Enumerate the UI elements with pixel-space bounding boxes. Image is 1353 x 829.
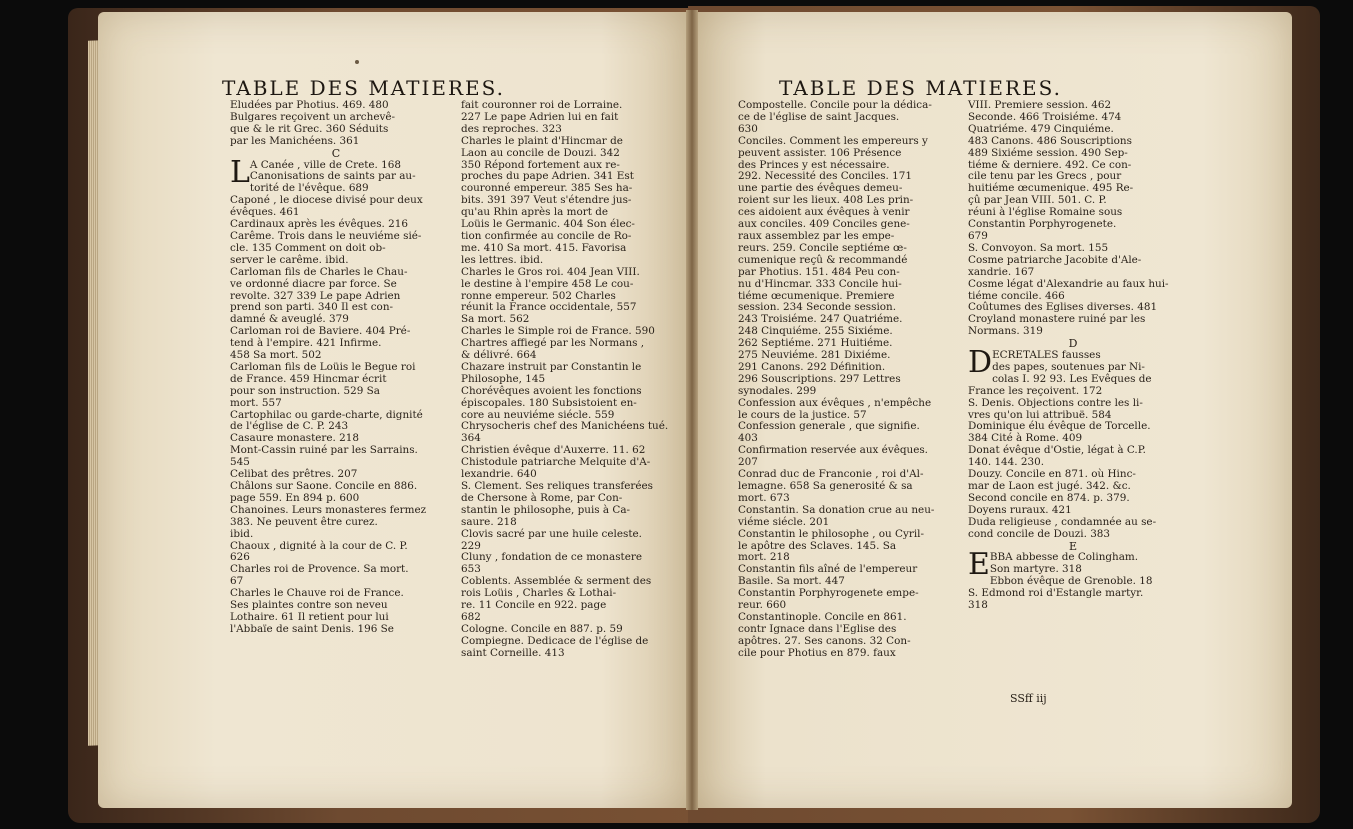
index-line: tiéme & derniere. 492. Ce con- bbox=[968, 158, 1132, 171]
index-line: 67 bbox=[230, 575, 244, 588]
index-line: Cardinaux après les évêques. 216 bbox=[230, 218, 408, 231]
index-line: lexandrie. 640 bbox=[461, 468, 537, 481]
index-line: Casaure monastere. 218 bbox=[230, 432, 359, 445]
drop-cap: L bbox=[230, 154, 250, 190]
index-line: Bulgares reçoivent un archevê- bbox=[230, 110, 395, 123]
index-line: me. 410 Sa mort. 415. Favorisa bbox=[461, 241, 627, 254]
drop-cap: E bbox=[968, 547, 990, 583]
index-line: viéme siécle. 201 bbox=[738, 515, 830, 528]
index-line: ronne empereur. 502 Charles bbox=[461, 289, 616, 302]
index-line: Celibat des prêtres. 207 bbox=[230, 468, 358, 481]
index-line: Ses plaintes contre son neveu bbox=[230, 599, 388, 612]
index-line: S. Denis. Objections contre les li- bbox=[968, 396, 1143, 409]
index-line: Canonisations de saints par au- bbox=[249, 170, 416, 183]
index-line: réunit la France occidentale, 557 bbox=[461, 301, 637, 314]
index-line: Conrad duc de Franconie , roi d'Al- bbox=[738, 468, 924, 481]
index-line: 275 Neuviéme. 281 Dixiéme. bbox=[738, 349, 891, 362]
index-line: Dominique élu évêque de Torcelle. bbox=[968, 420, 1151, 433]
index-line: Chaoux , dignité à la cour de C. P. bbox=[230, 539, 408, 552]
index-line: cile pour Photius en 879. faux bbox=[738, 646, 896, 659]
index-line: prend son parti. 340 Il est con- bbox=[230, 301, 394, 314]
index-line: 227 Le pape Adrien lui en fait bbox=[461, 110, 619, 123]
index-line: Quatriéme. 479 Cinquiéme. bbox=[968, 122, 1114, 135]
index-line: 262 Septiéme. 271 Huitiéme. bbox=[738, 337, 893, 350]
index-line: le apôtre des Sclaves. 145. Sa bbox=[738, 539, 897, 552]
index-line: pour son instruction. 529 Sa bbox=[230, 384, 380, 397]
index-line: Charles le Simple roi de France. 590 bbox=[461, 325, 655, 338]
index-line: çû par Jean VIII. 501. C. P. bbox=[968, 194, 1107, 207]
index-line: Constantin Porphyrogenete empe- bbox=[738, 587, 919, 600]
index-line: 384 Cité à Rome. 409 bbox=[968, 432, 1083, 445]
index-line: Chrysocheris chef des Manichéens tué. bbox=[461, 420, 669, 433]
index-line: apôtres. 27. Ses canons. 32 Con- bbox=[738, 634, 911, 647]
index-line: 207 bbox=[738, 456, 758, 469]
index-line: Philosophe, 145 bbox=[461, 372, 546, 385]
index-line: Conciles. Comment les empereurs y bbox=[738, 134, 928, 147]
index-line: 296 Souscriptions. 297 Lettres bbox=[738, 372, 901, 385]
index-line: le cours de la justice. 57 bbox=[738, 408, 867, 421]
index-line: 350 Répond fortement aux re- bbox=[461, 158, 620, 171]
section-letter: D bbox=[1068, 337, 1078, 351]
index-line: Carloman roi de Baviere. 404 Pré- bbox=[230, 325, 411, 338]
index-line: mort. 218 bbox=[738, 551, 790, 564]
index-line: mort. 557 bbox=[230, 396, 282, 409]
index-line: page 559. En 894 p. 600 bbox=[230, 491, 360, 504]
index-line: Lothaire. 61 Il retient pour lui bbox=[230, 610, 389, 623]
index-line: Christien évêque d'Auxerre. 11. 62 bbox=[461, 444, 646, 457]
index-line: Constantin. Sa donation crue au neu- bbox=[738, 503, 935, 516]
index-line: le destine à l'empire 458 Le cou- bbox=[461, 277, 634, 290]
index-line: Chistodule patriarche Melquite d'A- bbox=[461, 456, 651, 469]
index-line: saure. 218 bbox=[461, 515, 517, 528]
right-page-column-2 bbox=[968, 100, 1178, 612]
index-line: Cosme légat d'Alexandrie au faux hui- bbox=[968, 277, 1169, 290]
index-line: ibid. bbox=[230, 527, 254, 540]
index-line: raux assemblez par les empe- bbox=[738, 229, 895, 242]
index-line: Chanoines. Leurs monasteres fermez bbox=[230, 503, 427, 516]
index-line: nu d'Hincmar. 333 Concile hui- bbox=[738, 277, 902, 290]
index-line: 403 bbox=[738, 432, 758, 445]
index-line: Clovis sacré par une huile celeste. bbox=[461, 527, 642, 540]
index-line: Caponé , le diocese divisé pour deux bbox=[230, 194, 423, 207]
index-line: Carloman fils de Charles le Chau- bbox=[230, 265, 408, 278]
index-line: mort. 673 bbox=[738, 491, 790, 504]
index-line: reurs. 259. Concile septiéme œ- bbox=[738, 241, 907, 254]
index-line: Constantin fils aîné de l'empereur bbox=[738, 563, 918, 576]
index-line: Loüis le Germanic. 404 Son élec- bbox=[461, 218, 635, 231]
index-line: tion confirmée au concile de Ro- bbox=[461, 229, 632, 242]
index-line: cond concile de Douzi. 383 bbox=[968, 527, 1111, 540]
index-line: Compostelle. Concile pour la dédica- bbox=[738, 99, 932, 111]
index-line: peuvent assister. 106 Présence bbox=[738, 146, 902, 159]
index-line: que & le rit Grec. 360 Séduits bbox=[230, 122, 389, 135]
index-line: 292. Necessité des Conciles. 171 bbox=[738, 170, 912, 183]
right-page-column-1 bbox=[738, 100, 950, 660]
index-line: aux conciles. 409 Conciles gene- bbox=[738, 218, 910, 231]
index-line: 545 bbox=[230, 456, 250, 469]
index-line: Constantinople. Concile en 861. bbox=[738, 610, 907, 623]
index-line: évêques. 461 bbox=[230, 206, 300, 219]
index-line: rois Loüis , Charles & Lothai- bbox=[461, 587, 617, 600]
left-page-title: TABLE DES MATIERES. bbox=[222, 76, 505, 100]
index-line: Cluny , fondation de ce monastere bbox=[461, 551, 642, 564]
left-page-column-2 bbox=[461, 100, 676, 660]
index-line: 630 bbox=[738, 122, 758, 135]
index-line: Cologne. Concile en 887. p. 59 bbox=[461, 622, 623, 635]
index-line: de Chersone à Rome, par Con- bbox=[461, 491, 623, 504]
index-line: Charles roi de Provence. Sa mort. bbox=[230, 563, 409, 576]
index-line: 229 bbox=[461, 539, 481, 552]
index-line: Son martyre. 318 bbox=[989, 563, 1082, 576]
index-line: server le carême. ibid. bbox=[230, 253, 349, 266]
index-line: fait couronner roi de Lorraine. bbox=[461, 99, 623, 111]
index-line: des Princes y est nécessaire. bbox=[738, 158, 890, 171]
index-line: Second concile en 874. p. 379. bbox=[968, 491, 1130, 504]
index-line: S. Convoyon. Sa mort. 155 bbox=[968, 241, 1109, 254]
index-line: réuni à l'église Romaine sous bbox=[968, 206, 1123, 219]
index-line: saint Corneille. 413 bbox=[461, 646, 565, 659]
index-line: France les reçoivent. 172 bbox=[968, 384, 1103, 397]
index-line: 291 Canons. 292 Définition. bbox=[738, 360, 886, 373]
index-line: Confession aux évêques , n'empêche bbox=[738, 396, 932, 409]
index-line: Croyland monastere ruiné par les bbox=[968, 313, 1146, 326]
index-line: Eludées par Photius. 469. 480 bbox=[230, 99, 389, 111]
index-line: huitiéme œcumenique. 495 Re- bbox=[968, 182, 1134, 195]
index-line: lemagne. 658 Sa generosité & sa bbox=[738, 480, 913, 492]
index-line: Constantin Porphyrogenete. bbox=[968, 218, 1117, 231]
ink-spot bbox=[355, 60, 359, 64]
index-line: cle. 135 Comment on doit ob- bbox=[230, 241, 386, 254]
index-line: Cartophilac ou garde-charte, dignité bbox=[230, 408, 423, 421]
index-line: 626 bbox=[230, 551, 250, 564]
index-line: l'Abbaïe de saint Denis. 196 Se bbox=[230, 622, 394, 635]
index-line: Coûtumes des Eglises diverses. 481 bbox=[968, 301, 1158, 314]
left-page-column-1 bbox=[230, 100, 442, 636]
index-line: Charles le Gros roi. 404 Jean VIII. bbox=[461, 265, 640, 278]
index-line: Cosme patriarche Jacobite d'Ale- bbox=[968, 253, 1142, 266]
index-line: vres qu'on lui attribuë. 584 bbox=[968, 408, 1112, 421]
index-line: Chartres affiegé par les Normans , bbox=[461, 337, 645, 350]
index-line: ve ordonné diacre par force. Se bbox=[230, 277, 397, 290]
index-line: Donat évêque d'Ostie, légat à C.P. bbox=[968, 444, 1146, 457]
index-line: des papes, soutenues par Ni- bbox=[992, 360, 1145, 373]
index-line: revolte. 327 339 Le pape Adrien bbox=[230, 289, 401, 302]
index-line: Chazare instruit par Constantin le bbox=[461, 360, 642, 373]
index-line: tend à l'empire. 421 Infirme. bbox=[230, 337, 382, 350]
index-line: synodales. 299 bbox=[738, 384, 817, 397]
index-line: 489 Sixiéme session. 490 Sep- bbox=[968, 146, 1128, 159]
index-line: 679 bbox=[968, 229, 988, 242]
index-line: Châlons sur Saone. Concile en 886. bbox=[230, 480, 418, 492]
index-line: tiéme concile. 466 bbox=[968, 289, 1065, 302]
index-line: VIII. Premiere session. 462 bbox=[968, 99, 1112, 111]
index-line: proches du pape Adrien. 341 Est bbox=[461, 170, 634, 183]
index-line: Basile. Sa mort. 447 bbox=[738, 575, 845, 588]
index-line: une partie des évêques demeu- bbox=[738, 182, 903, 195]
index-line: Confirmation reservée aux évêques. bbox=[738, 444, 928, 457]
index-line: tiéme œcumenique. Premiere bbox=[738, 289, 895, 302]
index-line: cile tenu par les Grecs , pour bbox=[968, 170, 1122, 183]
signature-mark: SSff iij bbox=[1010, 692, 1047, 705]
index-line: épiscopales. 180 Subsistoient en- bbox=[461, 396, 637, 409]
index-line: Carême. Trois dans le neuviéme sié- bbox=[230, 229, 422, 242]
index-line: reur. 660 bbox=[738, 599, 787, 612]
section-letter: C bbox=[331, 146, 341, 160]
index-line: contr Ignace dans l'Eglise des bbox=[738, 622, 897, 635]
index-line: les lettres. ibid. bbox=[461, 253, 544, 266]
index-line: ces aidoient aux évêques à venir bbox=[738, 206, 910, 219]
index-line: torité de l'évêque. 689 bbox=[249, 182, 369, 195]
index-line: Douzy. Concile en 871. où Hinc- bbox=[968, 468, 1136, 481]
index-line: BBA abbesse de Colingham. bbox=[989, 551, 1139, 564]
right-page-title: TABLE DES MATIERES. bbox=[779, 76, 1062, 100]
index-line: 458 Sa mort. 502 bbox=[230, 349, 322, 362]
index-line: re. 11 Concile en 922. page bbox=[461, 599, 607, 612]
index-line: A Canée , ville de Crete. 168 bbox=[249, 158, 401, 171]
index-line: Constantin le philosophe , ou Cyril- bbox=[738, 527, 924, 540]
index-line: 682 bbox=[461, 610, 481, 623]
drop-cap: D bbox=[968, 345, 993, 381]
index-line: Charles le Chauve roi de France. bbox=[230, 587, 404, 600]
index-line: Seconde. 466 Troisiéme. 474 bbox=[968, 110, 1122, 123]
index-line: des reproches. 323 bbox=[461, 122, 562, 135]
index-line: Laon au concile de Douzi. 342 bbox=[461, 146, 620, 159]
index-line: roient sur les lieux. 408 Les prin- bbox=[738, 194, 914, 207]
index-line: stantin le philosophe, puis à Ca- bbox=[461, 503, 631, 516]
index-line: Doyens ruraux. 421 bbox=[968, 503, 1072, 516]
index-line: & délivré. 664 bbox=[461, 349, 537, 362]
index-line: 248 Cinquiéme. 255 Sixiéme. bbox=[738, 325, 893, 338]
index-line: damné & aveuglé. 379 bbox=[230, 313, 349, 326]
index-line: bits. 391 397 Veut s'étendre jus- bbox=[461, 194, 632, 207]
book-gutter bbox=[686, 10, 698, 810]
index-line: core au neuviéme siécle. 559 bbox=[461, 408, 615, 421]
index-line: Sa mort. 562 bbox=[461, 313, 530, 326]
index-line: Confession generale , que signifie. bbox=[738, 420, 920, 433]
index-line: Chorévêques avoient les fonctions bbox=[461, 384, 642, 397]
index-line: Coblents. Assemblée & serment des bbox=[461, 575, 652, 588]
index-line: mar de Laon est jugé. 342. &c. bbox=[968, 480, 1131, 492]
index-line: 364 bbox=[461, 432, 481, 445]
index-line: 483 Canons. 486 Souscriptions bbox=[968, 134, 1132, 147]
index-line: Normans. 319 bbox=[968, 325, 1043, 338]
index-line: cumenique reçû & recommandé bbox=[738, 253, 908, 266]
index-line: xandrie. 167 bbox=[968, 265, 1035, 278]
index-line: de France. 459 Hincmar écrit bbox=[230, 372, 387, 385]
index-line: qu'au Rhin après la mort de bbox=[461, 206, 608, 219]
index-line: de l'église de C. P. 243 bbox=[230, 420, 349, 433]
section-letter: E bbox=[1068, 539, 1078, 553]
index-line: colas I. 92 93. Les Evêques de bbox=[992, 372, 1152, 385]
index-line: S. Clement. Ses reliques transferées bbox=[461, 480, 653, 492]
index-line: Compiegne. Dedicace de l'église de bbox=[461, 634, 649, 647]
index-line: Carloman fils de Loüis le Begue roi bbox=[230, 360, 416, 373]
index-line: par les Manichéens. 361 bbox=[230, 134, 360, 147]
index-line: couronné empereur. 385 Ses ha- bbox=[461, 182, 633, 195]
index-line: 318 bbox=[968, 599, 988, 612]
index-line: par Photius. 151. 484 Peu con- bbox=[738, 265, 900, 278]
index-line: Mont-Cassin ruiné par les Sarrains. bbox=[230, 444, 418, 457]
index-line: 243 Troisiéme. 247 Quatriéme. bbox=[738, 313, 903, 326]
index-line: ECRETALES fausses bbox=[992, 349, 1101, 362]
index-line: Charles le plaint d'Hincmar de bbox=[461, 134, 623, 147]
index-line: 383. Ne peuvent être curez. bbox=[230, 515, 378, 528]
index-line: session. 234 Seconde session. bbox=[738, 301, 897, 314]
index-line: 653 bbox=[461, 563, 481, 576]
index-line: S. Edmond roi d'Estangle martyr. bbox=[968, 587, 1144, 600]
index-line: ce de l'église de saint Jacques. bbox=[738, 110, 900, 123]
index-line: Duda religieuse , condamnée au se- bbox=[968, 515, 1157, 528]
index-line: Ebbon évêque de Grenoble. 18 bbox=[989, 575, 1153, 588]
index-line: 140. 144. 230. bbox=[968, 456, 1045, 469]
